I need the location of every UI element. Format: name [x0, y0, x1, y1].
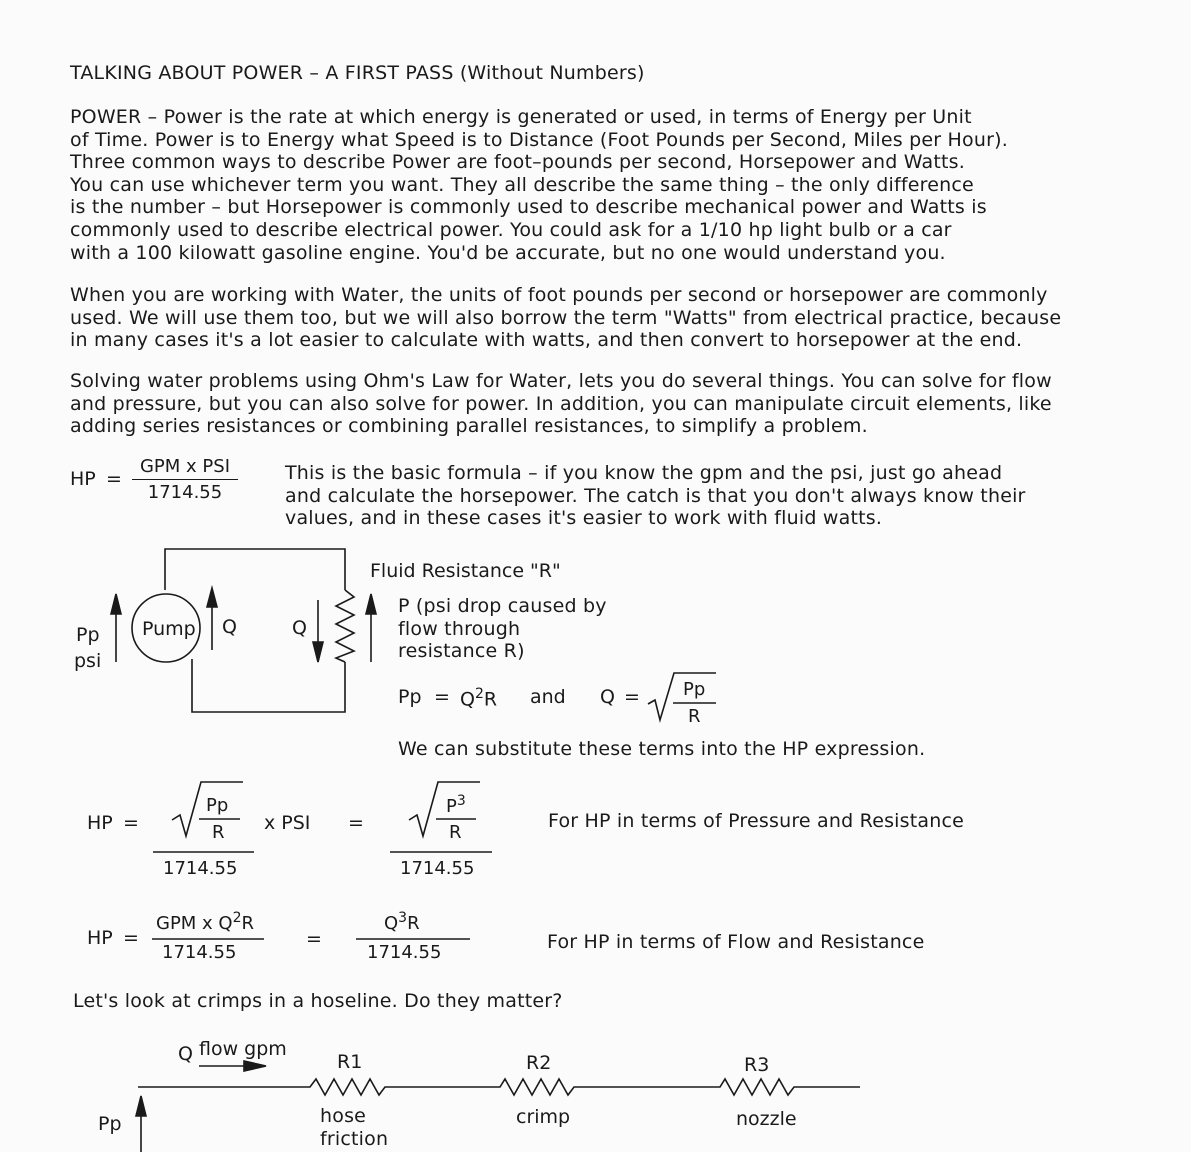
sqrt-denominator: R	[688, 706, 701, 727]
formula2-p-cubed	[446, 793, 466, 817]
formula2-p-cubed-denominator: R	[449, 822, 462, 843]
gpm-q-text: GPM x Q	[156, 913, 233, 934]
q-label-left: Q	[222, 616, 237, 638]
text-line: POWER – Power is the rate at which energy is generated or used, in terms of Energy per Unit	[70, 106, 972, 128]
q-label-right: Q	[292, 617, 307, 639]
page-title: TALKING ABOUT POWER – A FIRST PASS (Without Numbers)	[70, 62, 645, 84]
sqrt-numerator: Pp	[683, 679, 706, 700]
formula3-lhs: HP	[87, 927, 113, 949]
formula3-equals-2: =	[306, 928, 322, 950]
p-symbol: P	[446, 796, 457, 817]
exponent: 3	[398, 910, 408, 926]
crimp-question: Let's look at crimps in a hoseline. Do they matter?	[73, 990, 563, 1012]
formula2-denominator-b: 1714.55	[400, 858, 475, 879]
pp-eq-rhs	[460, 686, 497, 710]
text-line: in many cases it's a lot easier to calculate with watts, and then convert to horsepower at the end.	[70, 329, 1023, 352]
text-line: of Time. Power is to Energy what Speed is to Distance (Foot Pounds per Second, Miles per Hour).	[70, 128, 1008, 151]
and-word: and	[530, 686, 566, 708]
text-line: and calculate the horsepower. The catch is that you don't always know their	[285, 484, 1026, 507]
pp-eq-lhs: Pp	[398, 686, 422, 708]
formula3-equals: =	[123, 927, 139, 949]
text-line: adding series resistances or combining parallel resistances, to simplify a problem.	[70, 415, 868, 438]
text-line: This is the basic formula – if you know the gpm and the psi, just go ahead	[285, 462, 1003, 484]
formula2-equals: =	[123, 812, 139, 834]
q-symbol: Q	[384, 913, 399, 934]
formula1-equals: =	[106, 468, 122, 490]
text-line: friction	[320, 1127, 389, 1150]
formula3-numerator-a	[156, 910, 254, 934]
r-symbol: R	[483, 688, 498, 711]
sqrt-icon	[409, 782, 480, 836]
exponent: 2	[232, 910, 242, 926]
r-symbol: R	[241, 913, 255, 934]
q-symbol: Q	[460, 688, 475, 711]
r1-label: R1	[337, 1051, 363, 1073]
equals-sign: =	[624, 686, 640, 708]
r1-description	[320, 1105, 388, 1150]
series-pp-label: Pp	[98, 1113, 122, 1135]
equals-sign: =	[434, 686, 450, 708]
formula1-numerator: GPM x PSI	[132, 456, 238, 480]
text-line: When you are working with Water, the units of foot pounds per second or horsepower are commonly	[70, 284, 1048, 306]
series-wire	[138, 1079, 860, 1095]
psi-label: psi	[74, 650, 102, 672]
text-line: with a 100 kilowatt gasoline engine. You'd be accurate, but no one would understand you.	[70, 241, 946, 264]
pp-label: Pp	[76, 624, 100, 646]
text-line: Solving water problems using Ohm's Law for Water, lets you do several things. You can solve for flow	[70, 370, 1052, 392]
fluid-resistor-icon	[336, 590, 354, 662]
formula2-caption: For HP in terms of Pressure and Resistance	[548, 810, 965, 832]
text-line: resistance R)	[398, 640, 525, 663]
formula2-equals-2: =	[348, 812, 364, 834]
r3-label: R3	[744, 1054, 770, 1076]
formula2-lhs: HP	[87, 812, 113, 834]
sqrt-icon	[648, 673, 716, 720]
pump-label: Pump	[142, 618, 196, 640]
formula3-denominator-a: 1714.55	[162, 942, 237, 963]
series-flow-label: flow gpm	[199, 1038, 287, 1060]
exponent: 3	[456, 793, 466, 809]
formula2-times-psi: x PSI	[264, 812, 311, 834]
q-eq-lhs: Q	[600, 686, 615, 708]
text-line: You can use whichever term you want. They all describe the same thing – the only difference	[70, 173, 974, 196]
exponent: 2	[474, 686, 484, 702]
formula3-caption: For HP in terms of Flow and Resistance	[547, 931, 925, 953]
text-line: is the number – but Horsepower is commonly used to describe mechanical power and Watts is	[70, 196, 987, 219]
formula3-numerator-b	[384, 910, 420, 934]
text-line: P (psi drop caused by	[398, 595, 607, 617]
text-line: values, and in these cases it's easier to work with fluid watts.	[285, 507, 883, 530]
substitute-text: We can substitute these terms into the HP expression.	[398, 738, 926, 760]
r-symbol: R	[407, 913, 420, 934]
formula2-sqrt-denominator: R	[212, 822, 225, 843]
text-line: and pressure, but you can also solve for power. In addition, you can manipulate circuit elements, like	[70, 392, 1052, 415]
formula2-denominator-a: 1714.55	[163, 858, 238, 879]
resistance-title: Fluid Resistance "R"	[370, 560, 561, 582]
r3-description: nozzle	[736, 1108, 797, 1130]
formula1-denominator: 1714.55	[147, 482, 223, 503]
text-line: hose	[320, 1105, 367, 1127]
formula3-denominator-b: 1714.55	[367, 942, 442, 963]
text-line: used. We will use them too, but we will also borrow the term "Watts" from electrical practice, because	[70, 306, 1062, 329]
formula1-lhs: HP	[70, 468, 96, 490]
series-q-label: Q	[178, 1043, 193, 1065]
text-line: Three common ways to describe Power are foot–pounds per second, Horsepower and Watts.	[70, 151, 965, 174]
r2-description: crimp	[516, 1106, 571, 1128]
r2-label: R2	[526, 1052, 552, 1074]
p-drop-note	[398, 595, 607, 663]
text-line: commonly used to describe electrical power. You could ask for a 1/10 hp light bulb or a car	[70, 218, 952, 241]
formula2-sqrt-numerator: Pp	[206, 795, 229, 816]
text-line: flow through	[398, 617, 521, 640]
